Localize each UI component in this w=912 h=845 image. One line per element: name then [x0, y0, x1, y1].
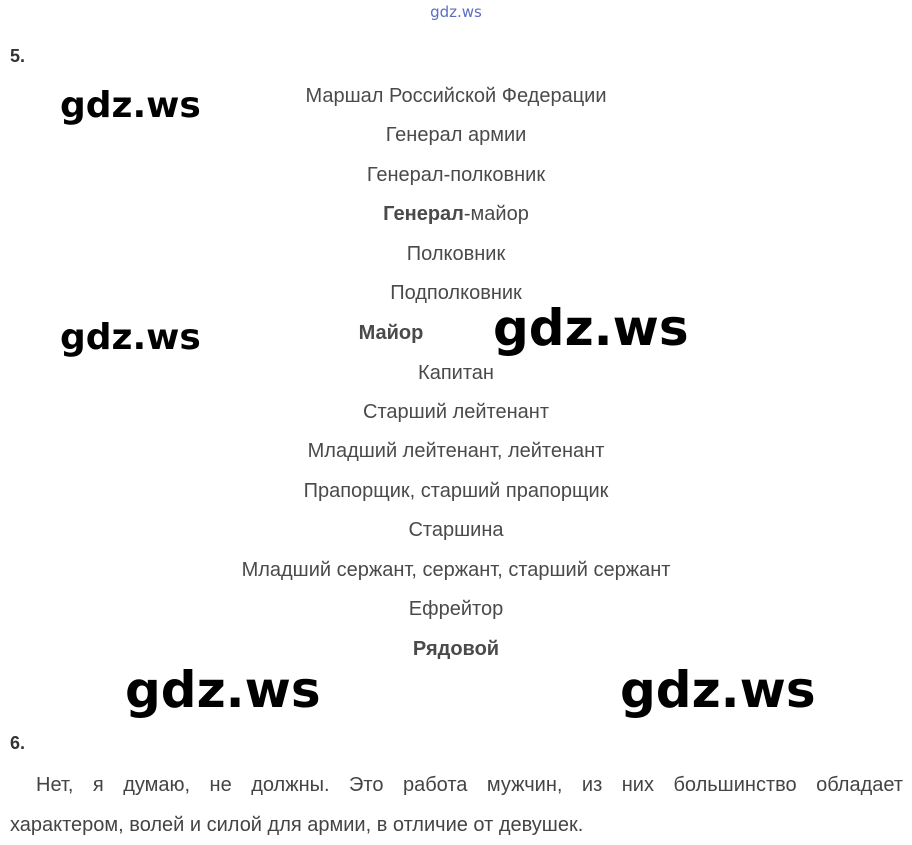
task-6-number: 6. [10, 733, 26, 753]
rank-item [0, 164, 912, 187]
watermark: gdz.ws [125, 661, 321, 719]
rank-normal-part: Младший сержант, сержант, старший сержант [241, 559, 671, 581]
watermark: gdz.ws [60, 317, 201, 358]
rank-normal-part: Ефрейтор [408, 598, 504, 620]
watermark: gdz.ws [60, 85, 201, 126]
rank-normal-part: Генерал-полковник [366, 164, 546, 186]
rank-item [0, 519, 912, 542]
rank-normal-part: Генерал армии [385, 124, 527, 146]
rank-item [0, 480, 912, 503]
rank-item [0, 203, 912, 226]
rank-normal-part: Прапорщик, старший прапорщик [303, 480, 609, 502]
rank-normal-part: Капитан [418, 362, 494, 384]
rank-normal-part: Младший лейтенант, лейтенант [307, 440, 605, 462]
rank-normal-part: -майор [463, 203, 529, 225]
rank-item [0, 440, 912, 463]
rank-normal-part: Подполковник [390, 282, 522, 304]
watermark: gdz.ws [620, 661, 816, 719]
rank-normal-part: Полковник [406, 243, 506, 265]
answer-line: характером, волей и силой для армии, в отличие от девушек. [10, 814, 584, 836]
rank-item [0, 282, 912, 305]
rank-bold-part: Генерал [383, 203, 464, 225]
rank-bold-part: Рядовой [412, 638, 500, 660]
rank-bold-part: Майор [358, 322, 424, 344]
watermark: gdz.ws [493, 299, 689, 357]
site-header-link[interactable]: gdz.ws [430, 3, 482, 21]
rank-item [0, 243, 912, 266]
rank-item [0, 362, 912, 385]
rank-normal-part: Старший лейтенант [363, 401, 549, 423]
rank-item [0, 598, 912, 621]
rank-item [0, 401, 912, 424]
task-6-answer [10, 765, 903, 845]
rank-item [0, 124, 912, 147]
rank-item [0, 638, 912, 661]
answer-line: Нет, я думаю, не должны. Это работа мужчин, из них большинство обладает [36, 774, 903, 796]
rank-normal-part: Маршал Российской Федерации [305, 85, 607, 107]
task-5-number: 5. [10, 46, 26, 66]
rank-item [0, 559, 912, 582]
rank-normal-part: Старшина [408, 519, 504, 541]
